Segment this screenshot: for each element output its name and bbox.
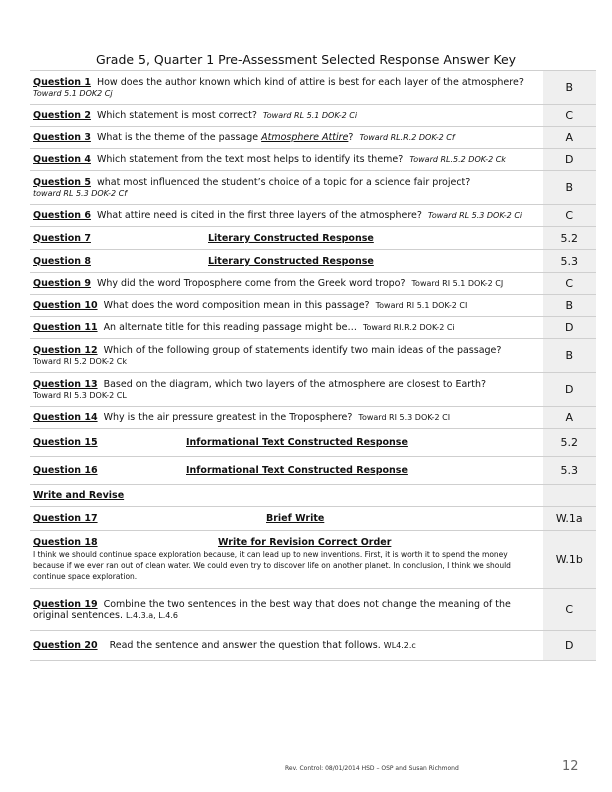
question-number: Question 14 bbox=[33, 412, 98, 423]
question-text: What does the word composition mean in this passage? bbox=[103, 300, 370, 311]
question-number: Question 18 bbox=[33, 537, 98, 548]
answer-cell: C bbox=[542, 205, 596, 227]
question-number: Question 20 bbox=[33, 640, 98, 651]
answer-cell: B bbox=[542, 171, 596, 205]
question-number: Question 1 bbox=[33, 76, 91, 88]
answer-cell: B bbox=[542, 71, 596, 105]
answer-cell: C bbox=[542, 105, 596, 127]
answer-cell: C bbox=[542, 589, 596, 631]
table-row bbox=[30, 507, 596, 531]
question-number: Question 13 bbox=[33, 378, 98, 390]
question-text: Based on the diagram, which two layers of the atmosphere are closest to Earth? bbox=[103, 378, 487, 390]
table-row bbox=[30, 407, 596, 429]
table-row bbox=[30, 317, 596, 339]
table-row bbox=[30, 631, 596, 661]
response-type-label: Literary Constructed Response bbox=[208, 255, 374, 267]
table-row bbox=[30, 71, 596, 105]
standard-code: Toward 5.1 DOK2 Cj bbox=[33, 88, 113, 98]
question-text: What is the theme of the passage bbox=[96, 132, 259, 143]
standard-code: Toward RI 5.3 DOK-2 CL bbox=[33, 390, 127, 400]
question-number: Question 3 bbox=[33, 132, 91, 143]
standard-code: WL4.2.c bbox=[383, 641, 416, 650]
question-number: Question 10 bbox=[33, 300, 98, 311]
question-number: Question 11 bbox=[33, 322, 98, 333]
answer-cell: D bbox=[542, 631, 596, 661]
table-row bbox=[30, 339, 596, 373]
table-row bbox=[30, 127, 596, 149]
response-type-label: Brief Write bbox=[266, 513, 325, 524]
answer-cell: D bbox=[542, 149, 596, 171]
answer-cell: 5.2 bbox=[542, 227, 596, 250]
table-row bbox=[30, 295, 596, 317]
answer-cell: A bbox=[542, 407, 596, 429]
passage-title: Atmosphere Attire bbox=[261, 132, 349, 143]
response-type-label: Informational Text Constructed Response bbox=[186, 465, 408, 476]
question-text: An alternate title for this reading passage might be… bbox=[103, 322, 357, 333]
question-text: Which statement from the text most helps to identify its theme? bbox=[96, 154, 404, 165]
standard-code: Toward RL.R.2 DOK-2 Cf bbox=[359, 133, 455, 142]
standard-code: Toward RI 5.1 DOK-2 CJ bbox=[411, 279, 504, 288]
question-number: Question 16 bbox=[33, 465, 98, 476]
table-row bbox=[30, 171, 596, 205]
section-heading: Write and Revise bbox=[33, 490, 125, 501]
table-row bbox=[30, 373, 596, 407]
question-text: What attire need is cited in the first three layers of the atmosphere? bbox=[96, 210, 422, 221]
page-title: Grade 5, Quarter 1 Pre-Assessment Selected Response Answer Key bbox=[95, 52, 517, 67]
page-number: 12 bbox=[562, 759, 579, 774]
standard-code: Toward RL 5.3 DOK-2 Ci bbox=[427, 211, 523, 220]
question-text: Which of the following group of statements identify two main ideas of the passage? bbox=[103, 344, 502, 356]
table-row bbox=[30, 105, 596, 127]
answer-cell: D bbox=[542, 373, 596, 407]
question-text: Why did the word Troposphere come from the Greek word tropo? bbox=[96, 278, 406, 289]
response-type-label: Write for Revision Correct Order bbox=[218, 537, 392, 548]
question-number: Question 7 bbox=[33, 232, 91, 244]
answer-cell: 5.3 bbox=[542, 457, 596, 485]
standard-code: Toward RI 5.2 DOK-2 Ck bbox=[33, 356, 127, 366]
answer-cell: W.1a bbox=[542, 507, 596, 531]
table-row bbox=[30, 149, 596, 171]
revision-footer: Rev. Control: 08/01/2014 HSD – OSP and Susan Richmond bbox=[285, 765, 459, 772]
question-text: Which statement is most correct? bbox=[96, 110, 257, 121]
standard-code: Toward RI.R.2 DOK-2 Ci bbox=[362, 323, 455, 332]
standard-code: Toward RI 5.3 DOK-2 CI bbox=[358, 413, 451, 422]
question-number: Question 4 bbox=[33, 154, 91, 165]
answer-cell: D bbox=[542, 317, 596, 339]
answer-cell: B bbox=[542, 295, 596, 317]
question-number: Question 19 bbox=[33, 598, 98, 610]
table-row bbox=[30, 589, 596, 631]
table-row bbox=[30, 205, 596, 227]
table-row bbox=[30, 429, 596, 457]
question-text: Why is the air pressure greatest in the Troposphere? bbox=[103, 412, 353, 423]
response-type-label: Literary Constructed Response bbox=[208, 232, 374, 244]
answer-cell: A bbox=[542, 127, 596, 149]
answer-cell: 5.3 bbox=[542, 250, 596, 273]
question-number: Question 17 bbox=[33, 513, 98, 524]
answer-key-table bbox=[30, 70, 596, 661]
table-row bbox=[30, 531, 596, 589]
table-row bbox=[30, 273, 596, 295]
standard-code: Toward RL 5.1 DOK-2 Ci bbox=[262, 111, 358, 120]
standard-code: Toward RI 5.1 DOK-2 CI bbox=[375, 301, 468, 310]
answer-cell bbox=[542, 485, 596, 507]
standard-code: L.4.3.a, L.4.6 bbox=[126, 610, 178, 620]
question-number: Question 12 bbox=[33, 344, 98, 356]
response-type-label: Informational Text Constructed Response bbox=[186, 437, 408, 448]
table-row bbox=[30, 485, 596, 507]
question-number: Question 5 bbox=[33, 176, 91, 188]
question-text: How does the author known which kind of attire is best for each layer of the atmosphere? bbox=[96, 76, 524, 88]
question-number: Question 2 bbox=[33, 110, 91, 121]
question-text: what most influenced the student’s choice of a topic for a science fair project? bbox=[96, 176, 471, 188]
standard-code: toward RL 5.3 DOK-2 Cf bbox=[33, 188, 128, 198]
answer-cell: C bbox=[542, 273, 596, 295]
answer-cell: 5.2 bbox=[542, 429, 596, 457]
question-mark: ? bbox=[348, 132, 354, 143]
question-number: Question 9 bbox=[33, 278, 91, 289]
standard-code: Toward RL.5.2 DOK-2 Ck bbox=[409, 155, 506, 164]
table-row bbox=[30, 457, 596, 485]
answer-cell: B bbox=[542, 339, 596, 373]
table-row bbox=[30, 250, 596, 273]
question-number: Question 15 bbox=[33, 437, 98, 448]
revision-passage: I think we should continue space exploration because, it can lead up to new inventions. First, it is worth it to spend the money because if we ever ran out of clean water. We could even try to discover life on another planet. In conclusion, I think we should continue space exploration. bbox=[33, 550, 511, 581]
question-number: Question 6 bbox=[33, 210, 91, 221]
question-text: Combine the two sentences in the best way that does not change the meaning of the original sentences. bbox=[33, 598, 511, 621]
answer-cell: W.1b bbox=[542, 531, 596, 589]
question-text: Read the sentence and answer the question that follows. bbox=[109, 640, 381, 651]
table-row bbox=[30, 227, 596, 250]
question-number: Question 8 bbox=[33, 255, 91, 267]
